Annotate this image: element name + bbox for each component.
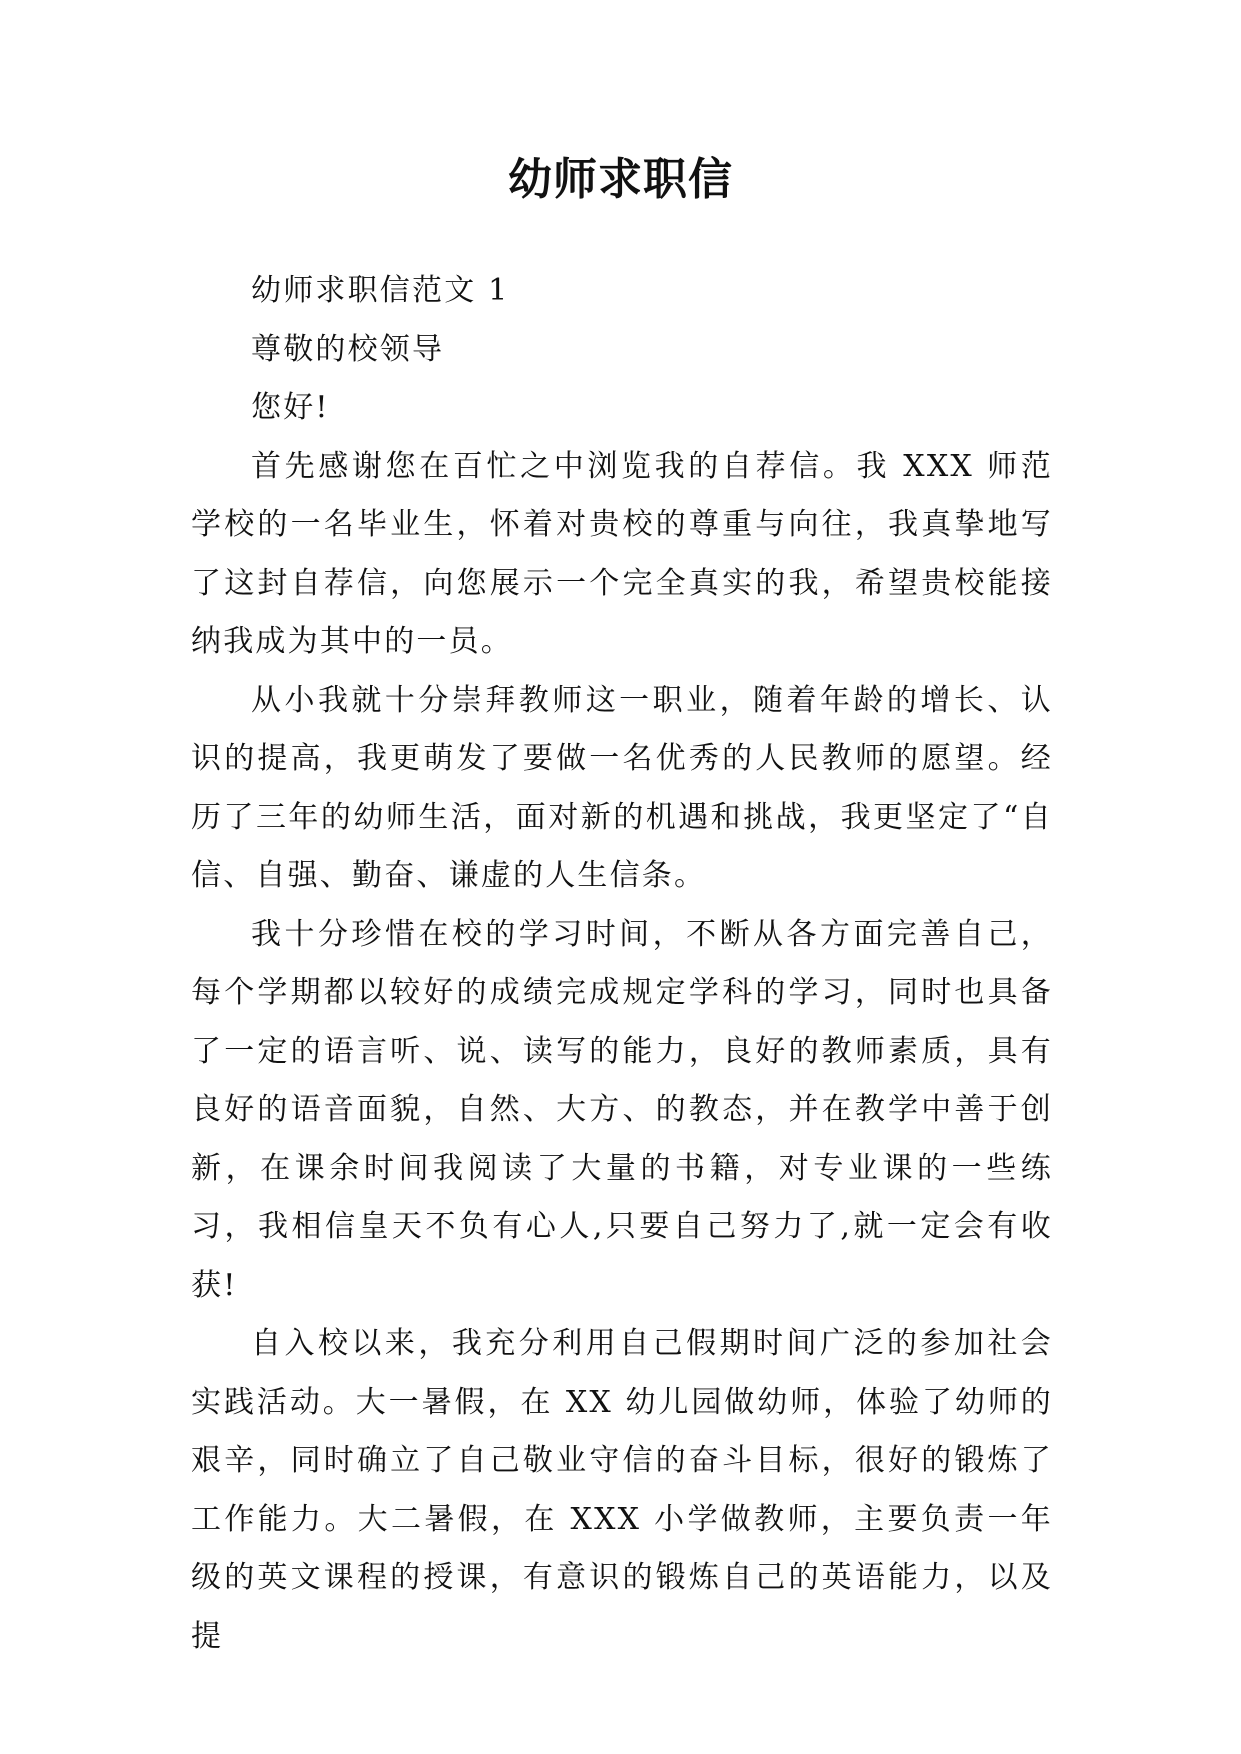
paragraph-greeting: 您好! [251,390,330,425]
paragraph: 我十分珍惜在校的学习时间，不断从各方面完善自己，每个学期都以较好的成绩完成规定学科的学习，同时也具备了一定的语言听、说、读写的能力，良好的教师素质，具有良好的语音面貌，自然、大方、的教态，并在教学中善于创新，在课余时间我阅读了大量的书籍，对专业课的一些练习，我相信皇天不负有心人,只要自己努力了,就一定会有收获! [191,916,1053,1303]
document-title: 幼师求职信 [508,154,733,205]
document-body [191,262,1053,1666]
paragraph: 从小我就十分崇拜教师这一职业，随着年龄的增长、认识的提高，我更萌发了要做一名优秀的人民教师的愿望。经历了三年的幼师生活，面对新的机遇和挑战，我更坚定了“自信、自强、勤奋、谦虚的人生信条。 [191,682,1053,893]
paragraph: 首先感谢您在百忙之中浏览我的自荐信。我 XXX 师范学校的一名毕业生，怀着对贵校的尊重与向往，我真挚地写了这封自荐信，向您展示一个完全真实的我，希望贵校能接纳我成为其中的一员。 [191,448,1053,659]
paragraph-heading: 幼师求职信范文 1 [251,273,510,308]
paragraph: 自入校以来，我充分利用自己假期时间广泛的参加社会实践活动。大一暑假，在 XX 幼儿园做幼师，体验了幼师的艰辛，同时确立了自己敬业守信的奋斗目标，很好的锻炼了工作能力。大二暑假，在 XXX 小学做教师，主要负责一年级的英文课程的授课，有意识的锻炼自己的英语能力，以及提 [191,1326,1053,1654]
paragraph-salutation: 尊敬的校领导 [251,331,445,367]
